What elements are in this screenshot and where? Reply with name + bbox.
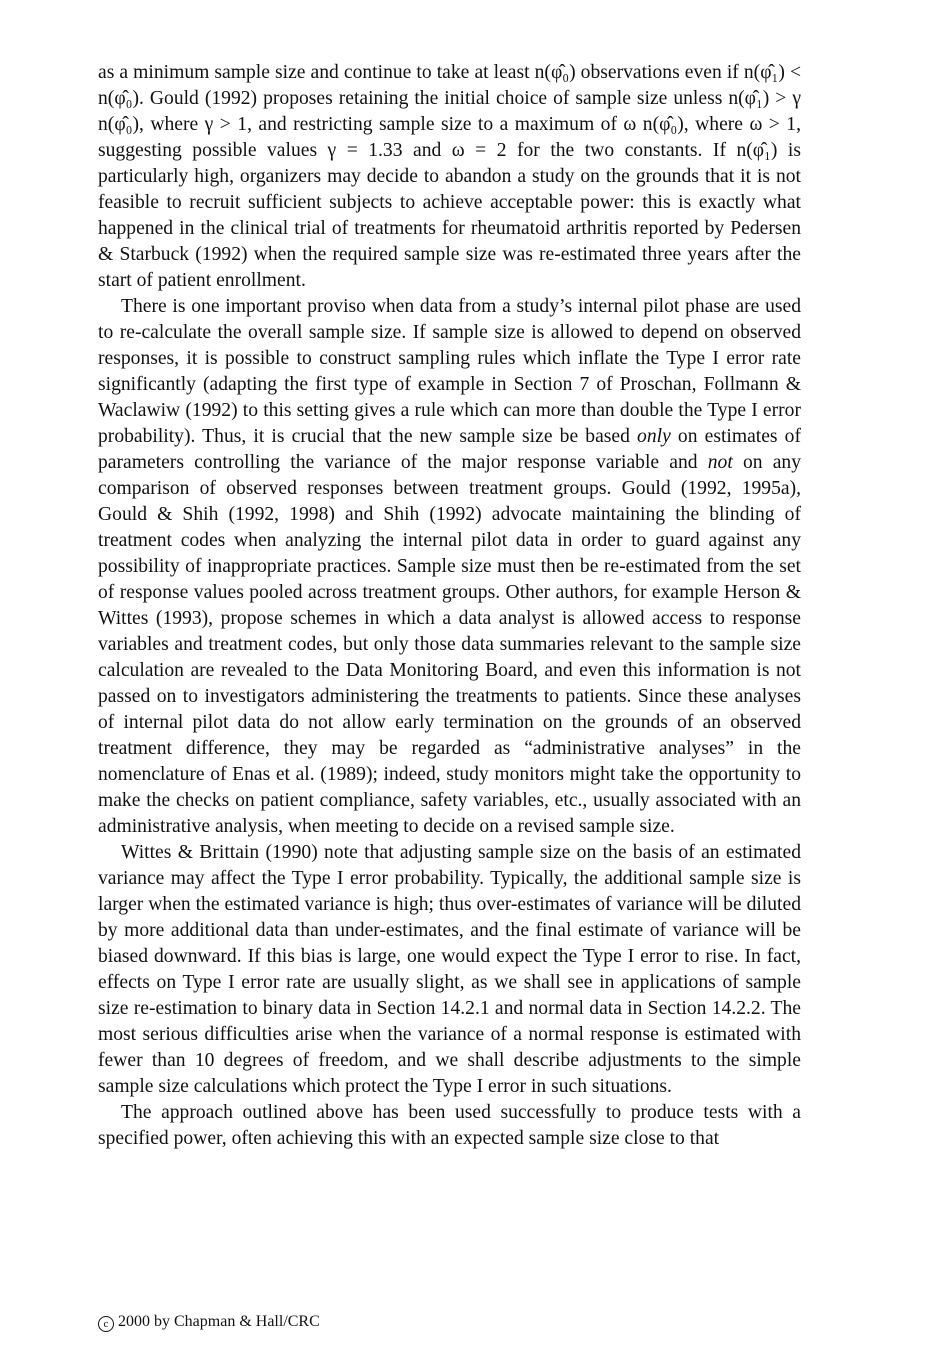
paragraph-2-part-3: on any comparison of observed responses between treatment groups. Gould (1992, 1995a), Gould & Shih (1992, 1998) and Shih (1992) advocate maintaining the blinding of treatment codes when analyzing the internal pilot data in order to guard against any possibility of inappropriate practices. Sample size must then be re-estimated from the set of response values pooled across treatment groups. Other authors, for example Herson & Wittes (1993), propose schemes in which a data analyst is allowed access to response variables and treatment codes, but only those data summaries relevant to the sample size calculation are revealed to the Data Monitoring Board, and even this information is not passed on to investigators administering the treatments to patients. Since these analyses of internal pilot data do not allow early termination on the grounds of an observed treatment difference, they may be regarded as “administrative analyses” in the nomenclature of Enas et al. (1989); indeed, study monitors might take the opportunity to make the checks on patient compliance, safety variables, etc., usually associated with an administrative analysis, when meeting to decide on a revised sample size. (98, 452, 801, 837)
copyright-icon: c (98, 1316, 114, 1332)
paragraph-2-part-1: There is one important proviso when data from a study’s internal pilot phase are used to re-calculate the overall sample size. If sample size is allowed to depend on observed responses, it is possible to construct sampling rules which inflate the Type I error rate significantly (adapting the first type of example in Section 7 of Proschan, Follmann & Waclawiw (1992) to this setting gives a rule which can more than double the Type I error probability). Thus, it is crucial that the new sample size be based (98, 296, 801, 447)
copyright-text: 2000 by Chapman & Hall/CRC (118, 1313, 320, 1330)
paragraph-2-part-2: on estimates of parameters controlling the variance of the major response variable and (98, 426, 801, 473)
paragraph-2 (98, 294, 801, 840)
paragraph-3: Wittes & Brittain (1990) note that adjusting sample size on the basis of an estimated variance may affect the Type I error probability. Typically, the additional sample size is larger when the estimated variance is high; thus over-estimates of variance will be diluted by more additional data than under-estimates, and the final estimate of variance will be biased downward. If this bias is large, one would expect the Type I error to rise. In fact, effects on Type I error rate are usually slight, as we shall see in applications of sample size re-estimation to binary data in Section 14.2.1 and normal data in Section 14.2.2. The most serious difficulties arise when the variance of a normal response is estimated with fewer than 10 degrees of freedom, and we shall describe adjustments to the simple sample size calculations which protect the Type I error in such situations. (98, 842, 801, 1097)
emphasis-only: only (637, 426, 671, 447)
paragraph-4: The approach outlined above has been used successfully to produce tests with a specified power, often achieving this with an expected sample size close to that (98, 1102, 801, 1149)
copyright-footer (98, 1313, 320, 1332)
body-text (98, 60, 801, 1152)
paragraph-1: as a minimum sample size and continue to take at least n(φ̂₀) observations even if n(φ̂₁) < n(φ̂₀). Gould (1992) proposes retaining the initial choice of sample size unless n(φ̂₁) > γ n(φ̂₀), where γ > 1, and restricting sample size to a maximum of ω n(φ̂₀), where ω > 1, suggesting possible values γ = 1.33 and ω = 2 for the two constants. If n(φ̂₁) is particularly high, organizers may decide to abandon a study on the grounds that it is not feasible to recruit sufficient subjects to achieve acceptable power: this is exactly what happened in the clinical trial of treatments for rheumatoid arthritis reported by Pedersen & Starbuck (1992) when the required sample size was re-estimated three years after the start of patient enrollment. (98, 62, 801, 291)
emphasis-not: not (707, 452, 733, 473)
